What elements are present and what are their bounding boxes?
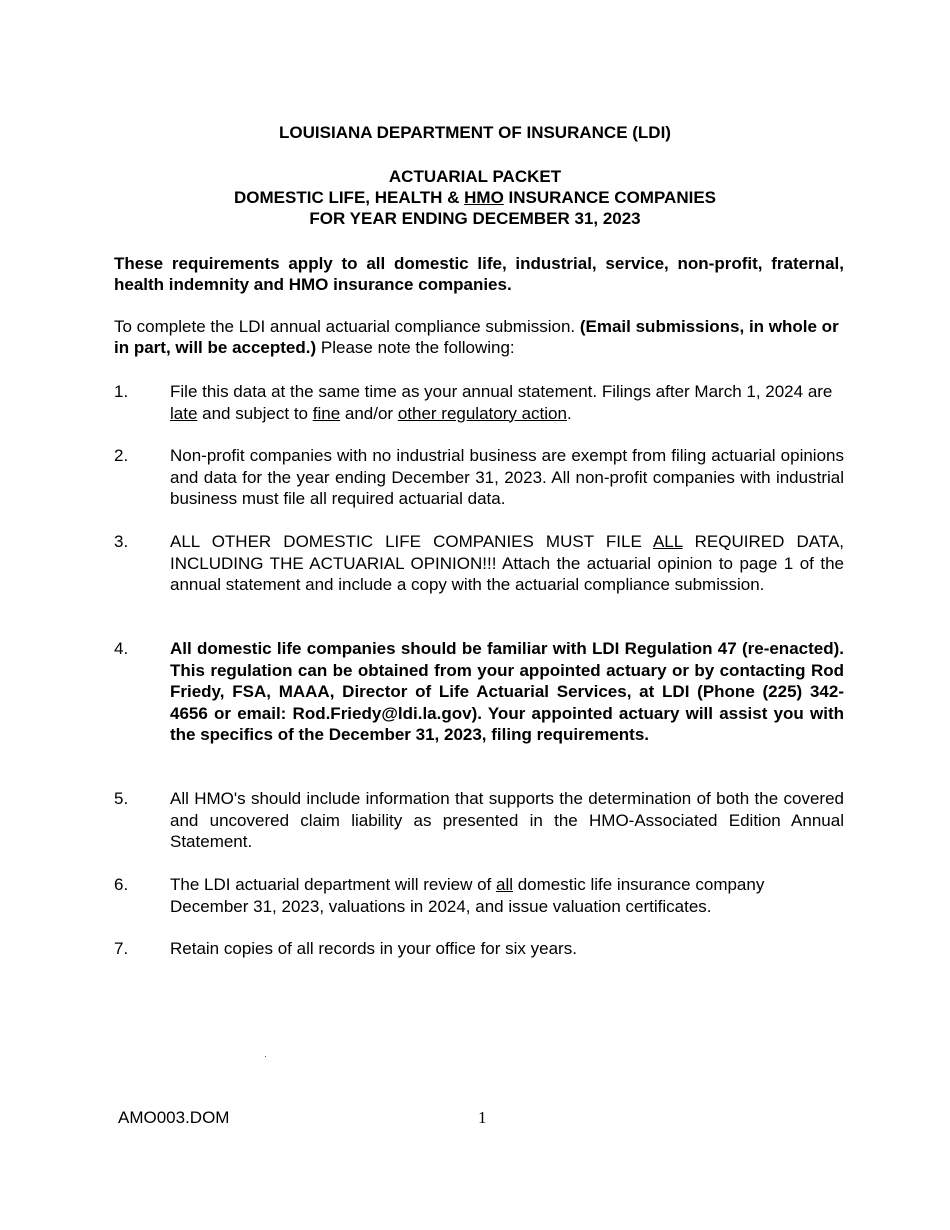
- item-text: Non-profit companies with no industrial business are exempt from filing actuarial opinions and data for the year ending December 31, 2023. All non-profit companies with industrial business must file all required actuarial data.: [170, 446, 844, 508]
- item-text: [170, 874, 844, 917]
- packet-title: ACTUARIAL PACKET: [388, 167, 562, 186]
- page-number: 1: [478, 1108, 487, 1127]
- item-1-text-c: and/or: [340, 403, 398, 423]
- companies-line-pre: DOMESTIC LIFE, HEALTH &: [234, 188, 465, 207]
- list-item-1: [114, 381, 844, 424]
- list-item-6: [114, 874, 844, 917]
- packet-title-block: [0, 166, 950, 229]
- org-title: LOUISIANA DEPARTMENT OF INSURANCE (LDI): [279, 123, 671, 142]
- item-text: All HMO's should include information that supports the determination of both the covered and uncovered claim liability as presented in the HMO-Associated Edition Annual Statement.: [170, 789, 844, 851]
- item-6-text-b: domestic life insurance company December 31, 2023, valuations in 2024, and issue valuation certificates.: [170, 875, 765, 916]
- item-number: 3.: [114, 532, 129, 551]
- year-line: FOR YEAR ENDING DECEMBER 31, 2023: [309, 209, 641, 228]
- list-item-3: [114, 531, 844, 596]
- item-number: 4.: [114, 639, 129, 658]
- item-6-text-a: The LDI actuarial department will review of: [170, 875, 496, 894]
- item-3-text-b: REQUIRED DATA, INCLUDING THE ACTUARIAL OPINION!!! Attach the actuarial opinion to page 1 of the annual statement and include a copy with the actuarial compliance submission.: [170, 532, 845, 594]
- item-number: 2.: [114, 446, 129, 465]
- item-1-text-d: .: [566, 403, 572, 423]
- instructions-paragraph: [114, 316, 844, 358]
- item-1-text-b: and subject to: [197, 403, 313, 423]
- item-3-text-a: ALL OTHER DOMESTIC LIFE COMPANIES MUST FILE: [170, 532, 653, 551]
- companies-line-post: INSURANCE COMPANIES: [503, 188, 716, 207]
- list-item-5: [114, 788, 844, 853]
- intro-paragraph: These requirements apply to all domestic life, industrial, service, non-profit, fraternal, health indemnity and HMO insurance companies.: [114, 254, 844, 294]
- fine-underlined: fine: [312, 403, 341, 423]
- item-text: All domestic life companies should be familiar with LDI Regulation 47 (re-enacted). This regulation can be obtained from your appointed actuary or by contacting Rod Friedy, FSA, MAAA, Director of Life Actuarial Services, at LDI (Phone (225) 342-4656 or email: Rod.Friedy@ldi.la.gov). Your appointed actuary will assist you with the specifics of the December 31, 2023, filing requirements.: [170, 639, 844, 744]
- item-number: 5.: [114, 789, 129, 808]
- companies-line: [0, 187, 950, 208]
- other-action-underlined: other regulatory action: [397, 403, 567, 423]
- item-1-text-a: File this data at the same time as your annual statement. Filings after March 1, 2024 are: [170, 382, 833, 401]
- instructions-post: Please note the following:: [316, 338, 515, 357]
- item-number: 6.: [114, 875, 129, 894]
- list-item-7: [114, 938, 844, 960]
- item-number: 1.: [114, 382, 129, 401]
- hmo-underlined: HMO: [464, 188, 504, 207]
- instructions-bold: (Email submissions, in whole or in part, will be accepted.): [114, 317, 839, 357]
- document-code: AMO003.DOM: [118, 1108, 230, 1127]
- item-text: Retain copies of all records in your office for six years.: [170, 939, 577, 958]
- late-underlined: late: [170, 403, 198, 423]
- item-text: [170, 531, 844, 596]
- item-text: [170, 381, 844, 424]
- instructions-pre: To complete the LDI annual actuarial compliance submission.: [114, 317, 580, 336]
- item-number: 7.: [114, 939, 129, 958]
- list-item-4: [114, 638, 844, 746]
- all-underlined: ALL: [652, 532, 683, 551]
- scan-speck: [265, 1056, 266, 1057]
- all-underlined: all: [495, 875, 513, 894]
- list-item-2: [114, 445, 844, 510]
